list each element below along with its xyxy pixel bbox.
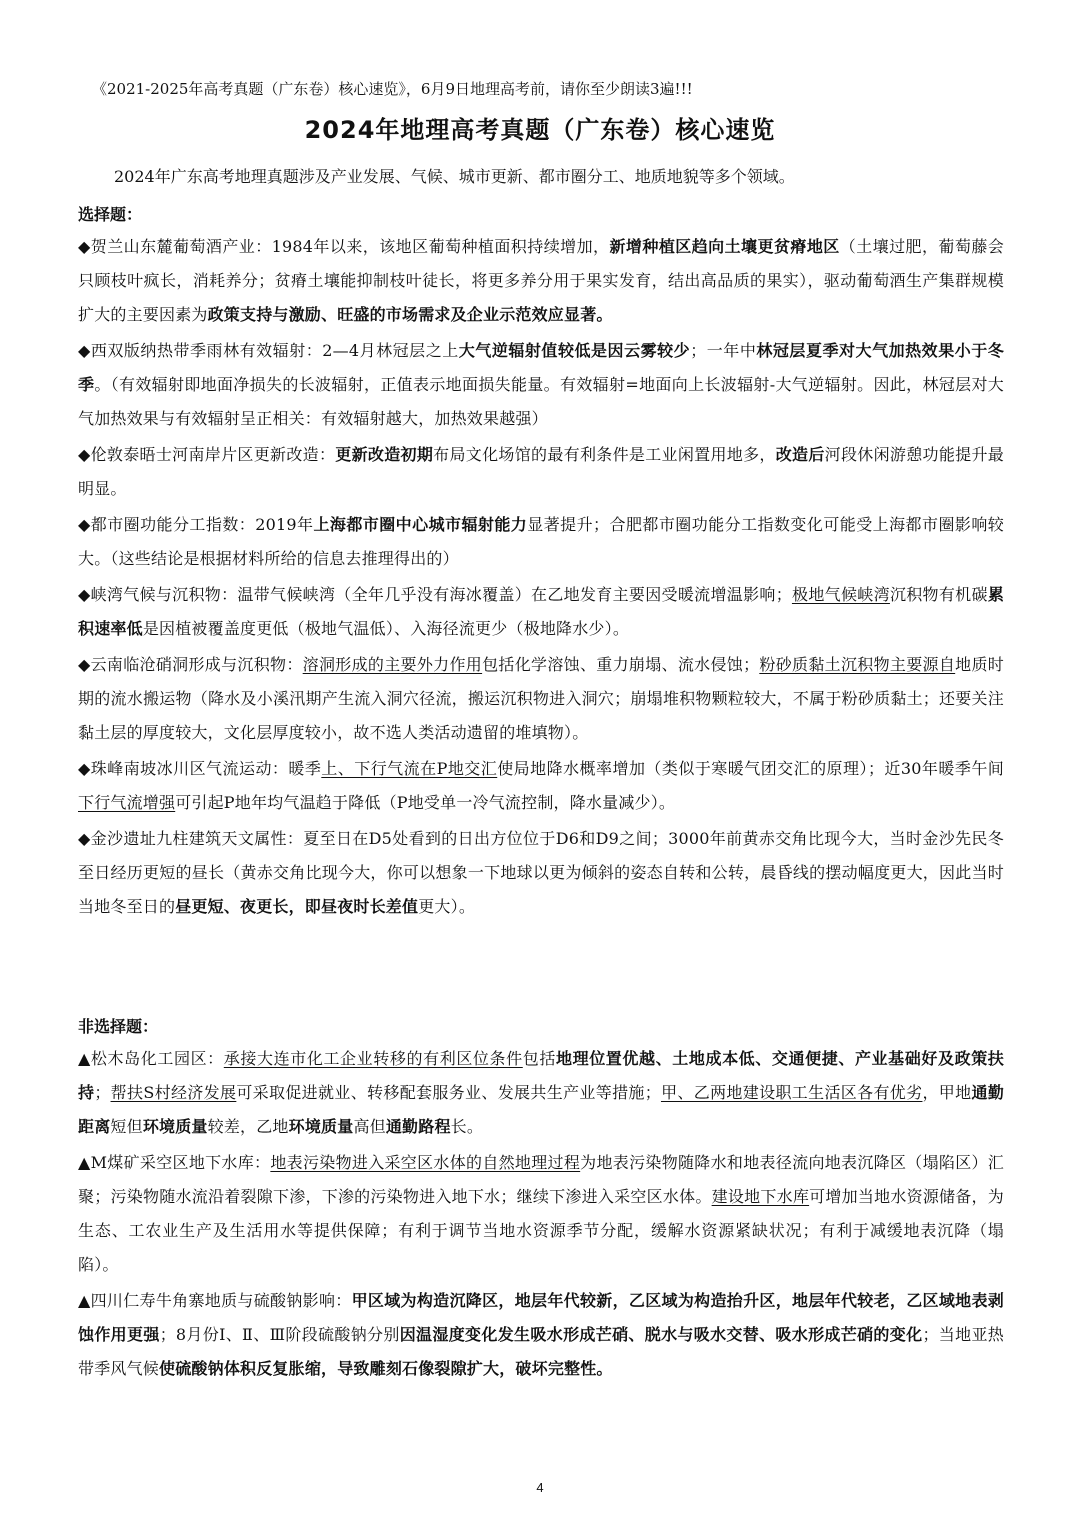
entry-paragraph bbox=[78, 508, 1004, 576]
entry-paragraph bbox=[78, 648, 1004, 750]
text-run: ；8月份Ⅰ、Ⅱ、Ⅲ阶段硫酸钠分别 bbox=[159, 1325, 400, 1344]
text-run: ◆西双版纳热带季雨林有效辐射：2—4月林冠层之上 bbox=[78, 341, 459, 360]
underlined-text: 粉砂质黏土沉积物主要源自 bbox=[759, 655, 956, 674]
underlined-text: 溶洞形成的主要外力作用 bbox=[302, 655, 483, 674]
text-run: 包括化学溶蚀、重力崩塌、流水侵蚀； bbox=[482, 655, 760, 674]
text-run: （土壤过肥，葡萄藤会只顾枝叶疯长，消耗养分；贫瘠土壤能抑制枝叶徒长，将更多养分用于果实发育，结出高品质的果实），驱动葡萄酒生产集群规模扩大的主要因素为 bbox=[78, 237, 1004, 324]
text-run: 可增加当地水资源储备，为生态、工农业生产及生活用水等提供保障；有利于调节当地水资源季节分配，缓解水资源紧缺状况；有利于减缓地表沉降（塌陷）。 bbox=[78, 1187, 1005, 1274]
intro-paragraph: 2024年广东高考地理真题涉及产业发展、气候、城市更新、都市圈分工、地质地貌等多个领域。 bbox=[114, 167, 795, 186]
header-note: 《2021-2025年高考真题（广东卷）核心速览》，6月9日地理高考前，请你至少朗读3遍!!! bbox=[92, 80, 693, 98]
underlined-text: 承接大连市化工企业转移的有利区位条件 bbox=[223, 1049, 523, 1068]
text-run: ▲四川仁寿牛角寨地质与硫酸钠影响： bbox=[78, 1291, 352, 1310]
entry-paragraph bbox=[78, 822, 1004, 924]
text-run: ▲M煤矿采空区地下水库： bbox=[78, 1153, 271, 1172]
entry-paragraph bbox=[78, 1284, 1004, 1386]
text-run: ，甲地 bbox=[922, 1083, 972, 1102]
underlined-text: 建设地下水库 bbox=[711, 1187, 810, 1206]
bold-text: 上海都市圈中心城市辐射能力 bbox=[313, 515, 528, 534]
text-run: ◆都市圈功能分工指数：2019年 bbox=[78, 515, 314, 534]
bold-text: 林冠层夏季对大气加热效果小于冬季 bbox=[78, 341, 1004, 394]
text-run: 包括 bbox=[522, 1049, 556, 1068]
text-run: 高但 bbox=[353, 1117, 386, 1136]
bold-text: 新增种植区趋向土壤更贫瘠地区 bbox=[609, 237, 840, 256]
bold-text: 地理位置优越、土地成本低、交通便捷、产业基础好及政策扶持 bbox=[78, 1049, 1005, 1102]
bold-text: 环境质量 bbox=[288, 1117, 354, 1136]
entry-paragraph bbox=[78, 1042, 1004, 1144]
underlined-text: 下行气流增强 bbox=[78, 793, 176, 812]
nonchoice-entry-list bbox=[78, 1042, 1004, 1386]
bold-text: 使硫酸钠体积反复胀缩，导致雕刻石像裂隙扩大，破坏完整性。 bbox=[159, 1359, 613, 1378]
text-run: ◆贺兰山东麓葡萄酒产业：1984年以来，该地区葡萄种植面积持续增加， bbox=[78, 237, 610, 256]
text-run: ▲松木岛化工园区： bbox=[78, 1049, 224, 1068]
entry-paragraph bbox=[78, 230, 1004, 332]
entry-paragraph bbox=[78, 752, 1004, 820]
text-run: ；当地亚热带季风气候 bbox=[78, 1325, 1004, 1378]
bold-text: 大气逆辐射值较低是因云雾较少 bbox=[458, 341, 691, 360]
underlined-text: 甲、乙两地建设职工生活区各有优劣 bbox=[660, 1083, 923, 1102]
text-run: ◆云南临沧硝洞形成与沉积物： bbox=[78, 655, 303, 674]
bold-text: 环境质量 bbox=[142, 1117, 208, 1136]
bold-text: 通勤距离 bbox=[78, 1083, 1005, 1136]
text-run: 地质时期的流水搬运物（降水及小溪汛期产生流入洞穴径流，搬运沉积物进入洞穴；崩塌堆积物颗粒较大，不属于粉砂质黏土；还要关注黏土层的厚度较大，文化层厚度较小，故不选人类活动遗留的堆填物）。 bbox=[78, 655, 1004, 742]
bold-text: 更新改造初期 bbox=[335, 445, 434, 464]
text-run: ；一年中 bbox=[690, 341, 757, 360]
underlined-text: 上、下行气流在P地交汇 bbox=[321, 759, 498, 778]
text-run: 更大）。 bbox=[418, 897, 476, 916]
nonchoice-section-heading: 非选择题： bbox=[78, 1017, 159, 1036]
text-run: 较差，乙地 bbox=[207, 1117, 289, 1136]
choice-entry-list bbox=[78, 230, 1004, 924]
text-run: 短但 bbox=[110, 1117, 143, 1136]
bold-text: 因温湿度变化发生吸水形成芒硝、脱水与吸水交替、吸水形成芒硝的变化 bbox=[399, 1325, 923, 1344]
underlined-text: 帮扶S村经济发展 bbox=[110, 1083, 237, 1102]
text-run: ； bbox=[94, 1083, 111, 1102]
text-run: 河段休闲游憩功能提升最明显。 bbox=[78, 445, 1004, 498]
text-run: 可采取促进就业、转移配套服务业、发展共生产业等措施； bbox=[236, 1083, 661, 1102]
entry-paragraph bbox=[78, 334, 1004, 436]
underlined-text: 地表污染物进入采空区水体的自然地理过程 bbox=[270, 1153, 581, 1172]
text-run: 为地表污染物随降水和地表径流向地表沉降区（塌陷区）汇聚；污染物随水流沿着裂隙下渗，下渗的污染物进入地下水；继续下渗进入采空区水体。 bbox=[78, 1153, 1005, 1206]
bold-text: 昼更短、夜更长，即昼夜时长差值 bbox=[175, 897, 419, 916]
text-run: 长。 bbox=[450, 1117, 484, 1136]
bold-text: 甲区域为构造沉降区，地层年代较新，乙区域为构造抬升区，地层年代较老，乙区域地表剥蚀作用更强 bbox=[78, 1291, 1004, 1344]
text-run: 可引起P地年均气温趋于降低（P地受单一冷气流控制，降水量减少）。 bbox=[175, 793, 676, 812]
text-run: 。（有效辐射即地面净损失的长波辐射，正值表示地面损失能量。有效辐射=地面向上长波辐射-大气逆辐射。因此，林冠层对大气加热效果与有效辐射呈正相关：有效辐射越大，加热效果越强） bbox=[78, 375, 1005, 428]
entry-paragraph bbox=[78, 438, 1004, 506]
text-run: ◆峡湾气候与沉积物：温带气候峡湾（全年几乎没有海冰覆盖）在乙地发育主要因受暖流增温影响； bbox=[78, 585, 792, 604]
page-title: 2024年地理高考真题（广东卷）核心速览 bbox=[304, 116, 776, 144]
text-run: 布局文化场馆的最有利条件是工业闲置用地多， bbox=[433, 445, 776, 464]
underlined-text: 极地气候峡湾 bbox=[791, 585, 890, 604]
text-run: 沉积物有机碳 bbox=[889, 585, 988, 604]
text-run: 是因植被覆盖度更低（极地气温低）、入海径流更少（极地降水少）。 bbox=[142, 619, 630, 638]
choice-section-heading: 选择题： bbox=[78, 205, 143, 224]
text-run: 使局地降水概率增加（类似于寒暖气团交汇的原理）；近30年暖季午间 bbox=[497, 759, 1004, 778]
text-run: ◆伦敦泰晤士河南岸片区更新改造： bbox=[78, 445, 336, 464]
bold-text: 通勤路程 bbox=[385, 1117, 451, 1136]
bold-text: 政策支持与激励、旺盛的市场需求及企业示范效应显著。 bbox=[207, 305, 613, 324]
text-run: ◆珠峰南坡冰川区气流运动：暖季 bbox=[78, 759, 322, 778]
text-run: ◆金沙遗址九柱建筑天文属性：夏至日在D5处看到的日出方位位于D6和D9之间；3000年前黄赤交角比现今大，当时金沙先民冬至日经历更短的昼长（黄赤交角比现今大，你可以想象一下地球以更为倾斜的姿态自转和公转，晨昏线的摆动幅度更大，因此当时当地冬至日的 bbox=[78, 829, 1004, 916]
page-number: 4 bbox=[536, 1480, 544, 1495]
entry-paragraph bbox=[78, 1146, 1004, 1282]
bold-text: 改造后 bbox=[775, 445, 825, 464]
text-run: 显著提升；合肥都市圈功能分工指数变化可能受上海都市圈影响较大。（这些结论是根据材料所给的信息去推理得出的） bbox=[78, 515, 1004, 568]
bold-text: 累积速率低 bbox=[78, 585, 1005, 638]
entry-paragraph bbox=[78, 578, 1004, 646]
